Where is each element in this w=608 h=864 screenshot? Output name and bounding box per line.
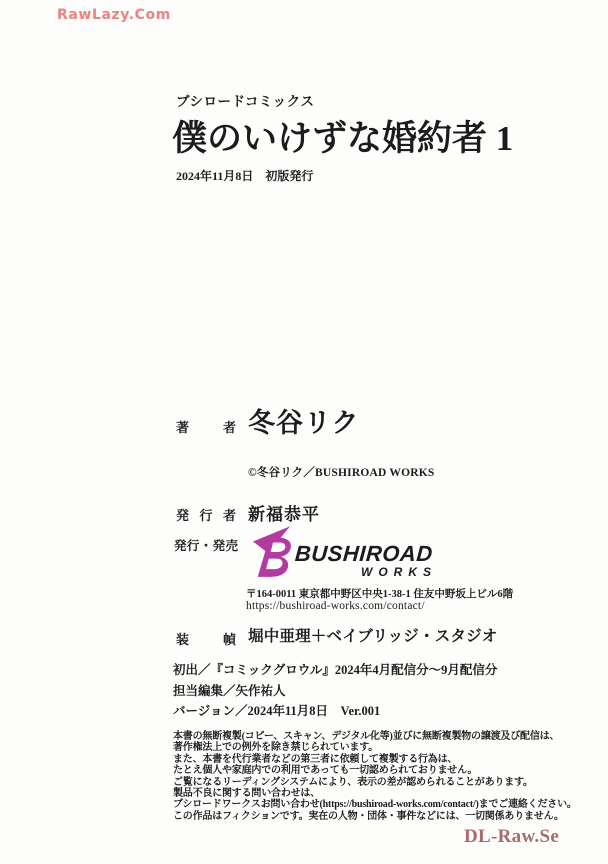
logo-brand-text: BUSHIROAD bbox=[294, 541, 434, 566]
publisher-address: 〒164-0011 東京都中野区中央1-38-1 住友中野坂上ビル6階 bbox=[246, 589, 514, 600]
label-char: 発 bbox=[174, 539, 187, 553]
bushiroad-b-icon bbox=[252, 526, 294, 578]
label-char: 行 bbox=[186, 539, 200, 553]
text-line: 担当編集／矢作祐人 bbox=[173, 683, 286, 698]
label-char: 行 bbox=[199, 508, 213, 523]
text-line: ご覧になるリーディングシステムにより、表示の差が認められることがあります。 bbox=[173, 776, 533, 788]
author-name: 冬谷リク bbox=[248, 408, 360, 438]
site-watermark-top: RawLazy.Com bbox=[57, 7, 171, 23]
publisher-name: 新福恭平 bbox=[248, 505, 320, 524]
legal-notice bbox=[173, 731, 577, 822]
book-title: 僕のいけずな婚約者 1 bbox=[172, 119, 514, 158]
label-char: 発 bbox=[212, 539, 226, 553]
text-line: 初出／『コミックグロウル』2024年4月配信分～9月配信分 bbox=[173, 663, 498, 677]
text-line: 本書の無断複製(コピー、スキャン、デジタル化等)並びに無断複製物の譲渡及び配信は、 bbox=[173, 731, 560, 742]
bushiroad-works-logo bbox=[252, 524, 438, 580]
design-credit: 堀中亜理＋ベイブリッジ・スタジオ bbox=[248, 628, 498, 645]
label-char: ・ bbox=[199, 539, 213, 553]
author-label bbox=[176, 417, 236, 436]
edition-date: 2024年11月8日 初版発行 bbox=[176, 169, 314, 183]
imprint-line: ブシロードコミックス bbox=[176, 94, 315, 109]
label-char: 装 bbox=[176, 632, 190, 647]
contact-url: https://bushiroad-works.com/contact/ bbox=[246, 600, 425, 612]
publisher-label bbox=[176, 505, 236, 524]
copyright-line: ©冬谷リク／BUSHIROAD WORKS bbox=[248, 467, 435, 479]
label-char: 発 bbox=[176, 508, 190, 523]
label-char: 者 bbox=[222, 420, 236, 435]
text-line: また、本書を代行業者などの第三者に依頼して複製する行為は、 bbox=[173, 753, 458, 765]
text-line: たとえ個人や家庭内での利用であっても一切認められておりません。 bbox=[173, 765, 478, 777]
text-line: ブシロードワークスお問い合わせ(https://bushiroad-works.com/contact/)までご連絡ください。 bbox=[173, 799, 577, 811]
site-watermark-bottom: DL-Raw.Se bbox=[464, 826, 560, 847]
design-label bbox=[176, 629, 236, 648]
text-line: この作品はフィクションです。実在の人物・団体・事件などには、一切関係ありません。 bbox=[173, 810, 564, 822]
text-line: バージョン／2024年11月8日 Ver.001 bbox=[173, 704, 381, 718]
label-char: 著 bbox=[176, 420, 190, 435]
text-line: 製品不良に関する問い合わせは、 bbox=[173, 788, 320, 800]
label-char: 売 bbox=[225, 539, 238, 553]
label-char: 幀 bbox=[222, 632, 236, 647]
logo-sub-text: WORKS bbox=[361, 565, 437, 579]
label-char: 者 bbox=[222, 508, 236, 523]
text-line: 著作権法上での例外を除き禁じられています。 bbox=[173, 742, 378, 754]
publication-info bbox=[173, 660, 497, 722]
imprint-sales-label bbox=[174, 536, 238, 554]
